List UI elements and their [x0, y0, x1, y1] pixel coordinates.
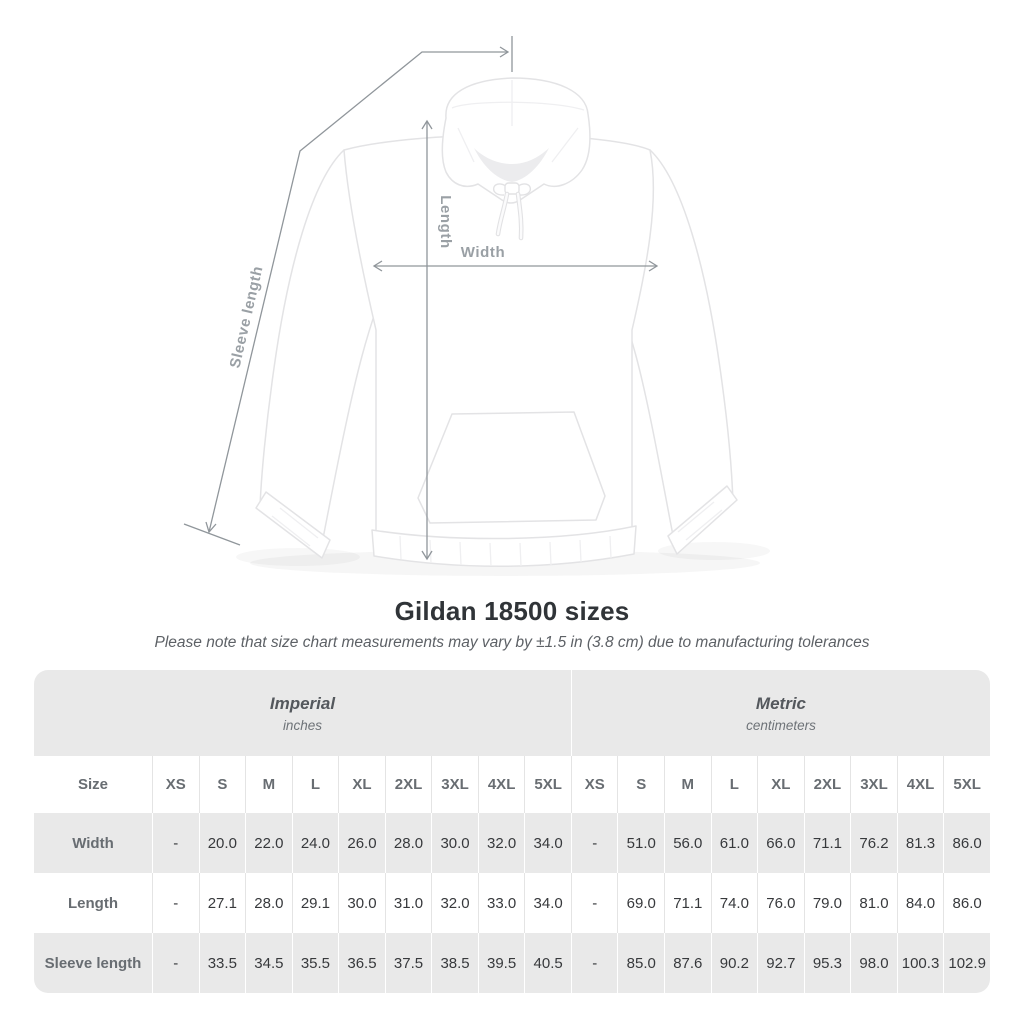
imperial-value-cell: 39.5 — [478, 933, 525, 993]
width-label: Width — [460, 244, 506, 261]
metric-value-cell: 71.1 — [804, 813, 851, 873]
size-header-cell: M — [245, 756, 292, 813]
size-header-cell: 2XL — [385, 756, 432, 813]
imperial-value-cell: 34.0 — [524, 813, 571, 873]
metric-value-cell: 81.3 — [897, 813, 944, 873]
metric-value-cell: 51.0 — [617, 813, 664, 873]
size-header-cell: M — [664, 756, 711, 813]
metric-value-cell: 86.0 — [943, 873, 990, 933]
metric-value-cell: 85.0 — [617, 933, 664, 993]
size-header-cell: XL — [338, 756, 385, 813]
metric-value-cell: 69.0 — [617, 873, 664, 933]
measurement-row — [34, 873, 990, 933]
imperial-value-cell: - — [152, 933, 199, 993]
metric-value-cell: 76.2 — [850, 813, 897, 873]
imperial-value-cell: 24.0 — [292, 813, 339, 873]
metric-value-cell: - — [571, 873, 618, 933]
length-label: Length — [437, 195, 454, 249]
metric-value-cell: 102.9 — [943, 933, 990, 993]
size-header-cell: 4XL — [897, 756, 944, 813]
size-header-row — [34, 756, 990, 813]
imperial-value-cell: 36.5 — [338, 933, 385, 993]
imperial-value-cell: 34.0 — [524, 873, 571, 933]
row-label-cell: Length — [68, 894, 118, 912]
metric-value-cell: 66.0 — [757, 813, 804, 873]
metric-value-cell: 84.0 — [897, 873, 944, 933]
size-header-cell: 2XL — [804, 756, 851, 813]
imperial-value-cell: 30.0 — [338, 873, 385, 933]
size-header-cell: L — [292, 756, 339, 813]
metric-value-cell: 61.0 — [711, 813, 758, 873]
size-header-cell: S — [199, 756, 246, 813]
size-header-cell: XL — [757, 756, 804, 813]
size-header-cell: 5XL — [943, 756, 990, 813]
imperial-value-cell: 38.5 — [431, 933, 478, 993]
size-chart-table — [34, 670, 990, 993]
unit-band-row — [34, 670, 990, 756]
imperial-band-title: Imperial — [269, 693, 336, 713]
metric-value-cell: 56.0 — [664, 813, 711, 873]
metric-band-title: Metric — [755, 693, 806, 713]
metric-value-cell: 100.3 — [897, 933, 944, 993]
metric-band-unit: centimeters — [746, 717, 816, 733]
size-header-cell: 3XL — [850, 756, 897, 813]
sleeve-length-label: Sleeve length — [226, 264, 267, 370]
metric-value-cell: 92.7 — [757, 933, 804, 993]
imperial-band-unit: inches — [282, 717, 322, 733]
title-block — [0, 596, 1024, 652]
metric-value-cell: 95.3 — [804, 933, 851, 993]
imperial-value-cell: 40.5 — [524, 933, 571, 993]
measurement-row — [34, 813, 990, 873]
size-header-cell: 3XL — [431, 756, 478, 813]
metric-value-cell: 90.2 — [711, 933, 758, 993]
imperial-value-cell: 27.1 — [199, 873, 246, 933]
size-header-cell: S — [617, 756, 664, 813]
size-table — [34, 670, 990, 993]
imperial-band-cell — [34, 670, 571, 756]
size-header-cell: XS — [571, 756, 618, 813]
imperial-value-cell: - — [152, 813, 199, 873]
imperial-value-cell: 33.5 — [199, 933, 246, 993]
hoodie-garment — [256, 78, 737, 566]
imperial-value-cell: - — [152, 873, 199, 933]
metric-value-cell: - — [571, 813, 618, 873]
metric-band-cell — [571, 670, 990, 756]
row-label-cell: Sleeve length — [34, 933, 152, 993]
metric-value-cell: 98.0 — [850, 933, 897, 993]
size-column-header: Size — [34, 756, 152, 813]
imperial-value-cell: 35.5 — [292, 933, 339, 993]
size-header-cell: 4XL — [478, 756, 525, 813]
imperial-value-cell: 32.0 — [478, 813, 525, 873]
metric-value-cell: - — [571, 933, 618, 993]
imperial-value-cell: 37.5 — [385, 933, 432, 993]
metric-value-cell: 87.6 — [664, 933, 711, 993]
metric-value-cell: 79.0 — [804, 873, 851, 933]
imperial-value-cell: 20.0 — [199, 813, 246, 873]
imperial-value-cell: 29.1 — [292, 873, 339, 933]
metric-value-cell: 76.0 — [757, 873, 804, 933]
imperial-value-cell: 26.0 — [338, 813, 385, 873]
size-header-cell: XS — [152, 756, 199, 813]
size-header-cell: L — [711, 756, 758, 813]
pocket — [418, 412, 605, 523]
metric-value-cell: 74.0 — [711, 873, 758, 933]
metric-value-cell: 71.1 — [664, 873, 711, 933]
size-header-cell: 5XL — [524, 756, 571, 813]
imperial-value-cell: 33.0 — [478, 873, 525, 933]
imperial-value-cell: 28.0 — [385, 813, 432, 873]
measurement-row — [34, 933, 990, 993]
imperial-value-cell: 31.0 — [385, 873, 432, 933]
imperial-value-cell: 28.0 — [245, 873, 292, 933]
imperial-value-cell: 32.0 — [431, 873, 478, 933]
metric-value-cell: 81.0 — [850, 873, 897, 933]
page-subtitle: Please note that size chart measurements may vary by ±1.5 in (3.8 cm) due to manufacturing tolerances — [154, 634, 870, 651]
page-title: Gildan 18500 sizes — [394, 596, 630, 626]
imperial-value-cell: 34.5 — [245, 933, 292, 993]
imperial-value-cell: 22.0 — [245, 813, 292, 873]
metric-value-cell: 86.0 — [943, 813, 990, 873]
row-label-cell: Width — [34, 813, 152, 873]
imperial-value-cell: 30.0 — [431, 813, 478, 873]
